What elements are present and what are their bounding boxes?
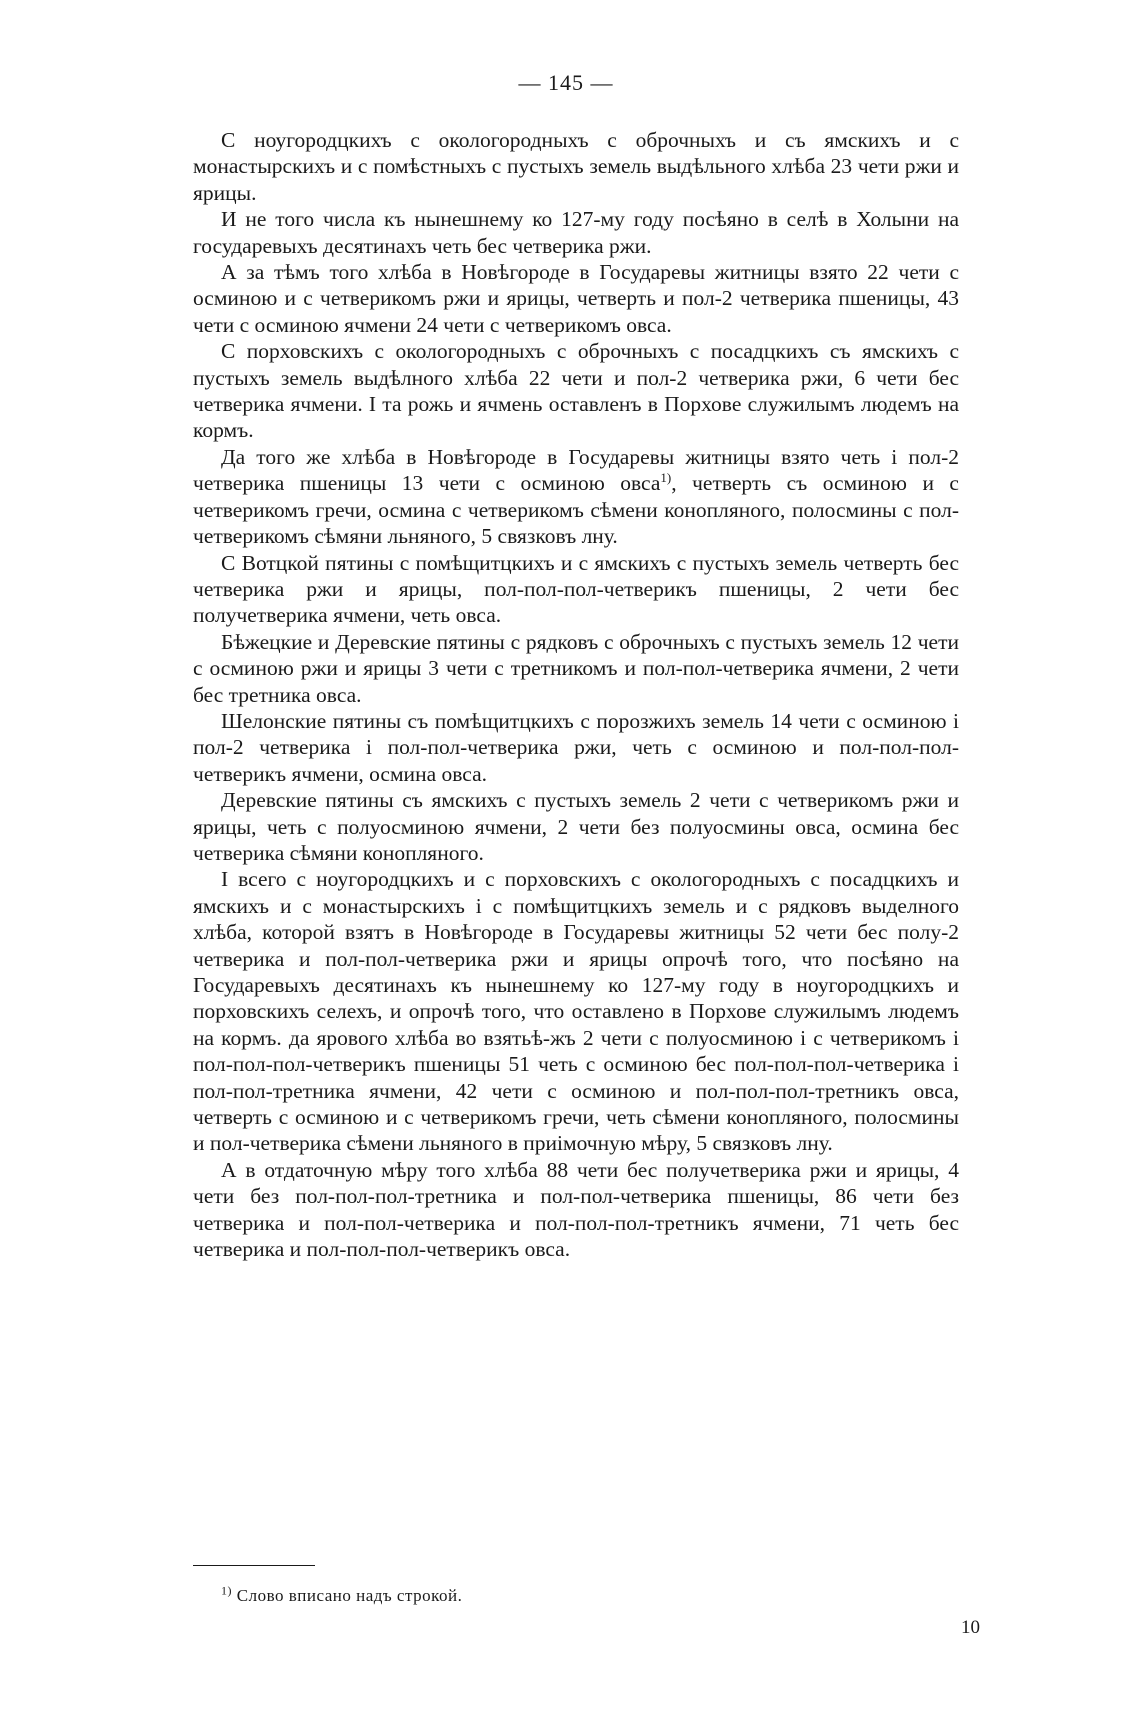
footnote-divider: [193, 1565, 315, 1566]
paragraph-5-part-2: , четверть съ осминою и с четверикомъ гречи, осмина с четверикомъ сѣмени конопляного, полосмины с пол-четверикомъ сѣмяни льняного, 5 связковъ лну.: [193, 471, 959, 549]
paragraph-4: С порховскихъ с окологородныхъ с оброчныхъ с посадцкихъ съ ямскихъ с пустыхъ земель выдѣлного хлѣба 22 чети и пол-2 четверика ржи, 6 чети бес четверика ячмени. І та рожь и ячмень оставленъ в Порхове служилымъ людемъ на кормъ.: [193, 339, 959, 443]
footnote-reference: 1): [660, 470, 672, 486]
paragraph-5: [193, 444, 959, 550]
paragraph-8: Шелонские пятины съ помѣщитцкихъ с порозжихъ земель 14 чети с осминою і пол-2 четверика і пол-пол-четверика ржи, четь с осминою и пол-пол-пол-четверикъ ячмени, осмина овса.: [193, 708, 959, 786]
paragraph-7: Бѣжецкие и Деревские пятины с рядковъ с оброчныхъ с пустыхъ земель 12 чети с осминою ржи и ярицы 3 чети с третникомъ и пол-пол-четверика ячмени, 2 чети бес третника овса.: [193, 629, 959, 707]
body-text: [193, 127, 959, 1262]
footnote-text: Слово вписано надъ строкой.: [232, 1586, 463, 1605]
paragraph-6: С Вотцкой пятины с помѣщитцкихъ и с ямскихъ с пустыхъ земель четверть бес четверика ржи и ярицы, пол-пол-пол-четверикъ пшеницы, 2 чети бес получетверика ячмени, четь овса.: [193, 550, 959, 628]
paragraph-2: И не того числа къ нынешнему ко 127-му году посѣяно в селѣ в Холыни на государевыхъ десятинахъ четь бес четверика ржи.: [193, 207, 959, 258]
paragraph-5-part-1: Да того же хлѣба в Новѣгороде в Государевы житницы взято четь і пол-2 четверика пшеницы 13 чети с осминою овса: [193, 444, 959, 496]
paragraph-11: А в отдаточную мѣру того хлѣба 88 чети бес получетверика ржи и ярицы, 4 чети без пол-пол-пол-третника и пол-пол-четверика пшеницы, 86 чети без четверика и пол-пол-четверика и пол-пол-пол-третникъ ячмени, 71 четь бес четверика и пол-пол-пол-четверикъ овса.: [193, 1157, 959, 1262]
signature-mark: 10: [961, 1617, 980, 1638]
page-number: — 145 —: [518, 70, 614, 95]
footnote: [193, 1585, 959, 1607]
paragraph-1: С ноугородцкихъ с окологородныхъ с оброчныхъ и съ ямскихъ и с монастырскихъ и с помѣстныхъ с пустыхъ земель выдѣльного хлѣба 23 чети ржи и ярицы.: [193, 128, 959, 205]
paragraph-3: А за тѣмъ того хлѣба в Новѣгороде в Государевы житницы взято 22 чети с осминою и с четверикомъ ржи и ярицы, четверть и пол-2 четверика пшеницы, 43 чети с осминою ячмени 24 чети с четверикомъ овса.: [193, 260, 959, 337]
paragraph-9: Деревские пятины съ ямскихъ с пустыхъ земель 2 чети с четверикомъ ржи и ярицы, четь с полуосминою ячмени, 2 чети без полуосмины овса, осмина бес четверика сѣмяни конопляного.: [193, 788, 959, 865]
footnote-mark: 1): [221, 1583, 232, 1598]
paragraph-10: І всего с ноугородцкихъ и с порховскихъ с окологородныхъ с посадцкихъ и ямскихъ и с монастырскихъ і с помѣщитцкихъ земель и с рядковъ выделного хлѣба, которой взятъ в Новѣгороде в Государевы житницы 52 чети бес полу-2 четверика и пол-пол-четверика ржи и ярицы опрочѣ того, что посѣяно на Государевыхъ десятинахъ къ нынешнему ко 127-му году в ноугородцкихъ и порховскихъ селехъ, и опрочѣ того, что оставлено в Порхове служилымъ людемъ на кормъ. да ярового хлѣба во взятьѣ-жъ 2 чети с полуосминою і с четверикомъ і пол-пол-пол-четверикъ пшеницы 51 четь с осминою бес пол-пол-пол-четверика і пол-пол-третника ячмени, 42 чети с осминою и пол-пол-пол-третникъ овса, четверть с осминою и с четверикомъ гречи, четь сѣмени конопляного, полосмины и пол-четверика сѣмени льняного в приімочную мѣру, 5 связковъ лну.: [193, 867, 959, 1156]
